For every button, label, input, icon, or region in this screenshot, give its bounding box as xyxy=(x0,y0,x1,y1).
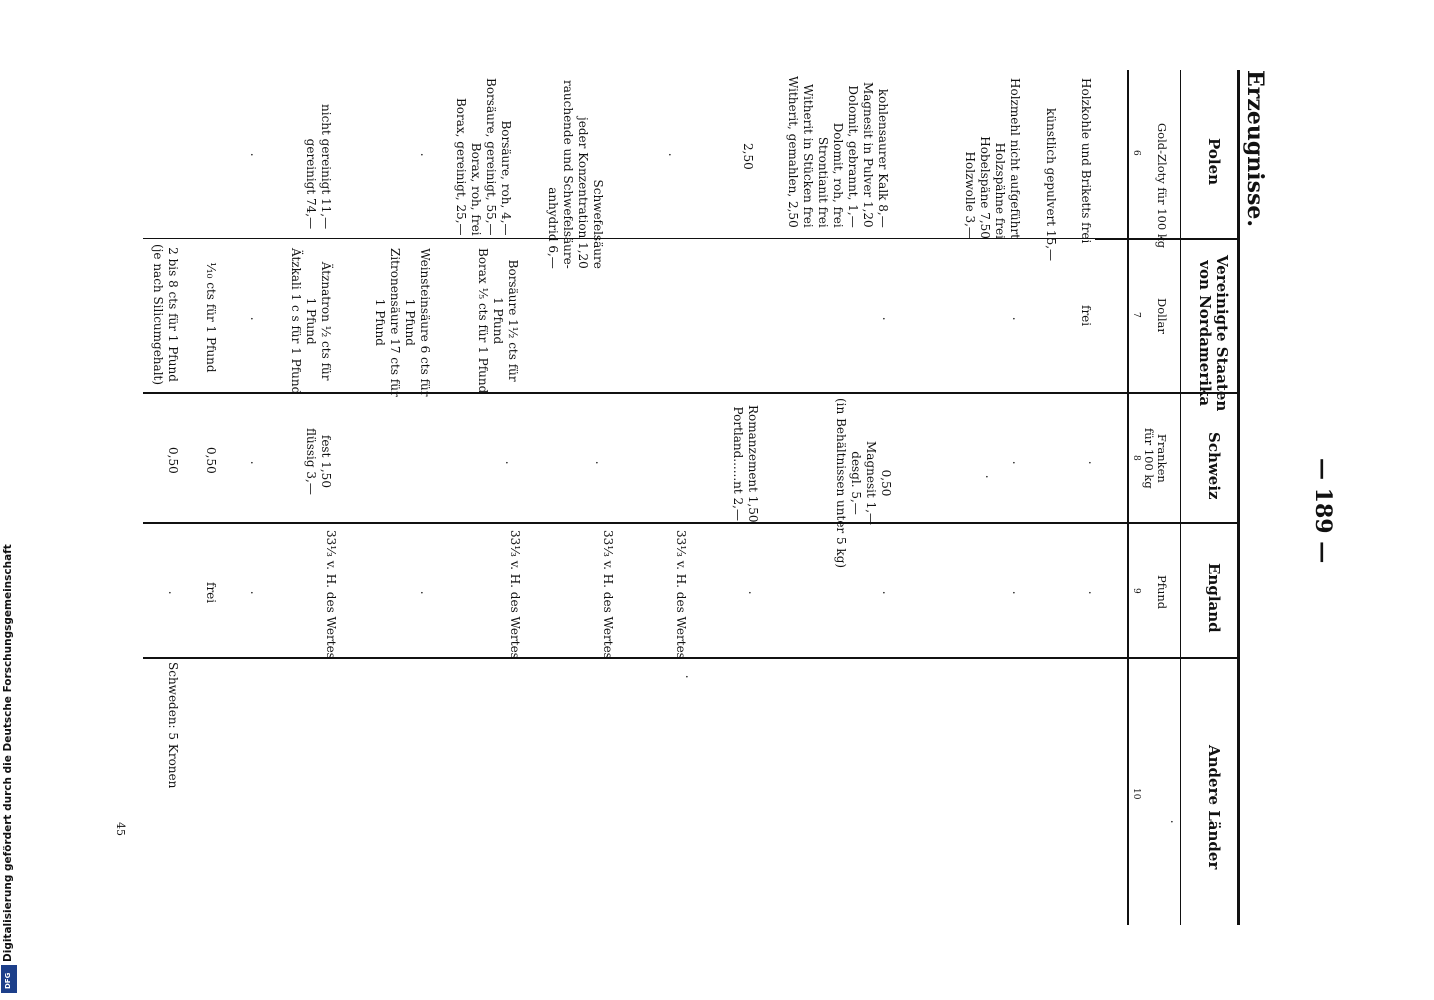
col-number-andere: 10 xyxy=(1131,788,1141,800)
filler-dot: · xyxy=(685,670,689,684)
filler-dot: · xyxy=(1088,456,1092,470)
filler-dot: · xyxy=(668,148,672,162)
andere-cell-schweden: Schweden: 5 Kronen xyxy=(166,662,180,789)
col-header-andere: Andere Länder xyxy=(1205,745,1223,870)
col-number-polen: 6 xyxy=(1131,150,1141,156)
filler-dot: · xyxy=(505,456,509,470)
col-number-schweiz: 8 xyxy=(1131,455,1141,461)
filler-dot: · xyxy=(882,586,886,600)
england-cell-frei: frei xyxy=(204,582,218,604)
filler-dot: · xyxy=(1012,586,1016,600)
filler-dot: · xyxy=(1088,586,1092,600)
dfg-logo xyxy=(1,965,17,993)
col-header-schweiz: Schweiz xyxy=(1205,432,1223,500)
usa-cell-frei: frei xyxy=(1079,305,1093,327)
filler-dot: · xyxy=(748,586,752,600)
page-number: — 189 — xyxy=(1310,458,1336,564)
col-header-england: England xyxy=(1205,563,1223,633)
polen-cell-kuenstlich: künstlich gepulvert 15,— xyxy=(1044,108,1058,262)
col-number-usa: 7 xyxy=(1131,312,1141,318)
table-body-rule xyxy=(1127,70,1129,925)
usa-cell-weinsteinsaeure: Weinsteinsäure 6 cts für 1 Pfund Zitronensäure 17 cts für 1 Pfund xyxy=(373,248,432,397)
polen-cell-borsaeure: Borsäure, roh, 4,— Borsäure, gereinigt, 55,— Borax, roh, frei Borax, gereinigt, 25,— xyxy=(454,78,513,236)
sheet-mark: 45 xyxy=(114,822,127,836)
col-header-polen: Polen xyxy=(1205,138,1223,186)
polen-cell-250: 2,50 xyxy=(741,143,755,170)
england-cell-4: 33⅓ v. H. des Wertes xyxy=(324,530,338,659)
col-unit-schweiz: Franken für 100 kg xyxy=(1142,428,1169,489)
polen-cell-holzmehl: Holzmehl nicht aufgeführt Holzspähne frei Hobelspäne 7,50 Holzwolle 3,— xyxy=(963,78,1022,239)
filler-dot: · xyxy=(250,456,254,470)
filler-dot: · xyxy=(168,586,172,600)
england-cell-2: 33⅓ v. H. des Wertes xyxy=(601,530,615,659)
schweiz-cell-050a: 0,50 xyxy=(204,447,218,474)
col-number-england: 9 xyxy=(1131,588,1141,594)
col-rule-1b xyxy=(143,238,1098,239)
usa-cell-silicum: 2 bis 8 cts für 1 Pfund (je nach Silicumgehalt) xyxy=(151,244,180,386)
england-cell-3: 33⅓ v. H. des Wertes xyxy=(508,530,522,659)
digitization-note: Digitalisierung gefördert durch die Deutsche Forschungsgemeinschaft xyxy=(2,544,14,962)
col-rule-4 xyxy=(143,657,1240,659)
schweiz-cell-zement: Romanzement 1,50 Portland......nt 2,— xyxy=(731,405,760,523)
table-header-rule xyxy=(1180,70,1181,925)
filler-dot: · xyxy=(420,148,424,162)
filler-dot: · xyxy=(250,586,254,600)
filler-dot: · xyxy=(882,312,886,326)
usa-cell-aetznatron: Ätznatron ½ cts für 1 Pfund Ätzkali 1 c s für 1 Pfund xyxy=(289,248,333,395)
polen-cell-holzkohle: Holzkohle und Briketts frei xyxy=(1079,78,1093,244)
filler-dot: · xyxy=(420,586,424,600)
filler-dot: · xyxy=(595,456,599,470)
england-cell-1: 33⅓ v. H. des Wertes xyxy=(674,530,688,659)
polen-cell-gereinigt: nicht gereinigt 11,— gereinigt 74,— xyxy=(304,104,333,230)
filler-dot: · xyxy=(1012,312,1016,326)
usa-cell-borsaeure: Borsäure 1½ cts für 1 Pfund Borax ⅕ cts für 1 Pfund xyxy=(476,248,520,394)
usa-cell-zehntel: ⅒ cts für 1 Pfund xyxy=(204,262,218,373)
filler-dot: · xyxy=(1012,456,1016,470)
schweiz-cell-050b: 0,50 xyxy=(166,447,180,474)
filler-dot: · xyxy=(985,470,989,484)
schweiz-cell-fest: fest 1,50 flüssig 3,— xyxy=(304,428,333,495)
col-header-usa: Vereinigte Staaten von Nordamerika xyxy=(1196,255,1231,412)
polen-cell-kalk: kohlensaurer Kalk 8,— Magnesit in Pulver 1,20 Dolomit, gebrannt, 1,— Dolomit, roh, frei Strontianit frei Witherit in Stücken frei Witherit, gemahlen, 2,50 xyxy=(786,76,890,228)
filler-dot: · xyxy=(1170,815,1174,829)
col-unit-polen: Gold-Zloty für 100 kg xyxy=(1155,123,1169,249)
filler-dot: · xyxy=(250,148,254,162)
dfg-logo-text: DFG xyxy=(4,972,12,989)
schweiz-cell-magnesit: 0,50 Magnesit 1,— desgl. 5,— (in Behältnissen unter 5 kg) xyxy=(834,398,893,569)
col-rule-3 xyxy=(143,522,1240,524)
table-top-rule xyxy=(1237,70,1240,925)
col-unit-usa: Dollar xyxy=(1155,298,1169,334)
polen-cell-schwefelsaeure: Schwefelsäure jeder Konzentration 1,20 rauchende und Schwefelsäure- anhydrid 6,— xyxy=(546,80,605,269)
page-title: Erzeugnisse. xyxy=(1242,70,1268,228)
filler-dot: · xyxy=(250,312,254,326)
col-unit-england: Pfund xyxy=(1155,575,1169,610)
